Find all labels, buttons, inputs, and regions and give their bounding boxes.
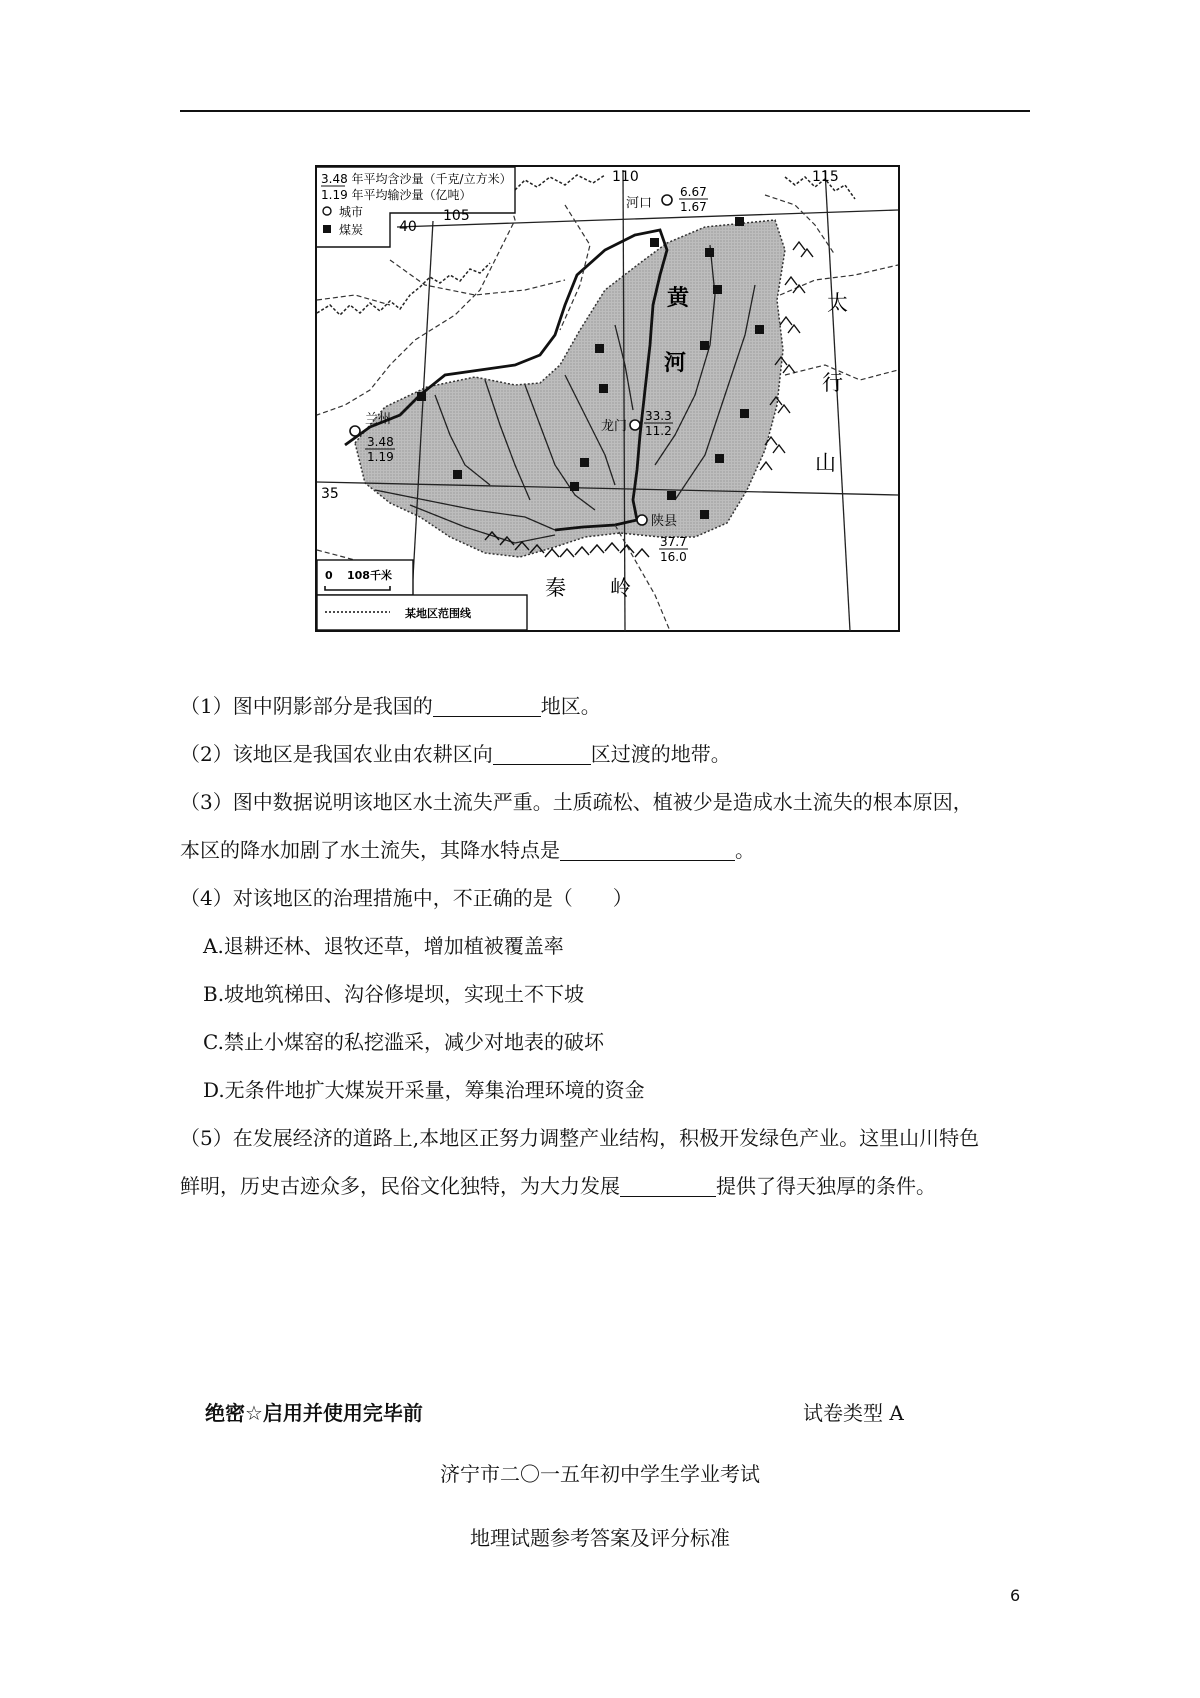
lanzhou-label: 兰州: [365, 412, 392, 427]
coal-marker: [735, 217, 744, 226]
lanzhou-sand-transport: 1.19: [367, 450, 394, 464]
legend-city: 城市: [339, 205, 364, 219]
legend-city-icon: [323, 207, 331, 215]
coal-marker: [580, 458, 589, 467]
qinling-label-1: 秦: [545, 576, 566, 600]
coal-marker: [595, 344, 604, 353]
legend-line2: 1.19 年平均输沙量（亿吨）: [321, 188, 472, 202]
longmen-sand-transport: 11.2: [645, 424, 672, 438]
shanxian-marker: [637, 515, 647, 525]
answer-blank-1[interactable]: [433, 694, 541, 717]
question-5-line2: [180, 1172, 936, 1200]
question-5-tail: 提供了得天独厚的条件。: [716, 1174, 936, 1198]
taihang-label-1: 太: [827, 291, 848, 315]
shanxian-label: 陕县: [651, 514, 678, 529]
question-1-tail: 地区。: [540, 694, 601, 718]
coal-marker: [650, 238, 659, 247]
scale-distance: 108千米: [347, 569, 392, 582]
confidential-mark: 绝密☆启用并使用完毕前: [205, 1401, 423, 1425]
answer-title: 地理试题参考答案及评分标准: [470, 1526, 730, 1550]
option-c[interactable]: C.禁止小煤窑的私挖滥采，减少对地表的破坏: [203, 1030, 604, 1054]
river-label-1: 黄: [667, 286, 690, 311]
longmen-sand-content: 33.3: [645, 409, 672, 423]
taihang-label-3: 山: [815, 451, 836, 475]
lon-110-label: 110: [612, 169, 639, 185]
lanzhou-marker: [350, 426, 360, 436]
coal-marker: [755, 325, 764, 334]
option-a[interactable]: A.退耕还林、退牧还草，增加植被覆盖率: [203, 934, 564, 958]
coal-marker: [417, 392, 426, 401]
exam-title: 济宁市二〇一五年初中学生学业考试: [440, 1462, 760, 1486]
header-rule: [180, 110, 1030, 112]
paper-type: 试卷类型 A: [803, 1401, 904, 1425]
question-5-line1: （5）在发展经济的道路上,本地区正努力调整产业结构，积极开发绿色产业。这里山川特色: [180, 1126, 980, 1150]
lat-35-label: 35: [321, 486, 339, 502]
boundary-legend-label: 某地区范围线: [405, 607, 471, 620]
lon-105-label: 105: [443, 208, 470, 224]
lon-115-label: 115: [812, 169, 839, 185]
hekou-marker: [662, 195, 672, 205]
coal-marker: [715, 454, 724, 463]
legend-coal: 煤炭: [339, 223, 364, 237]
question-1-text: （1）图中阴影部分是我国的: [180, 694, 433, 718]
coal-marker: [599, 384, 608, 393]
qinling-label-2: 岭: [610, 576, 631, 600]
option-d[interactable]: D.无条件地扩大煤炭开采量，筹集治理环境的资金: [203, 1078, 645, 1102]
coal-marker: [700, 341, 709, 350]
answer-blank-2[interactable]: [493, 742, 591, 765]
question-3-line2: [180, 836, 755, 864]
question-3-line1: （3）图中数据说明该地区水土流失严重。土质疏松、植被少是造成水土流失的根本原因，: [180, 790, 973, 814]
longmen-label: 龙门: [600, 419, 627, 434]
lat-40-label: 40: [399, 219, 417, 235]
legend-line1: 3.48 年平均含沙量（千克/立方米）: [321, 172, 512, 186]
river-label-2: 河: [664, 351, 687, 376]
shanxian-sand-content: 37.7: [660, 535, 687, 549]
coal-marker: [453, 470, 462, 479]
question-5-text: 鲜明，历史古迹众多，民俗文化独特，为大力发展: [180, 1174, 620, 1198]
longmen-marker: [630, 420, 640, 430]
question-3-text: 本区的降水加剧了水土流失，其降水特点是: [180, 838, 560, 862]
option-b[interactable]: B.坡地筑梯田、沟谷修堤坝，实现土不下坡: [203, 982, 585, 1006]
hekou-label: 河口: [625, 196, 652, 211]
question-1: [180, 692, 601, 720]
hekou-sand-transport: 1.67: [680, 200, 707, 214]
question-2-tail: 区过渡的地带。: [590, 742, 731, 766]
question-2-text: （2）该地区是我国农业由农耕区向: [180, 742, 493, 766]
coal-marker: [700, 510, 709, 519]
taihang-label-2: 行: [822, 371, 843, 395]
question-2: [180, 740, 731, 768]
lanzhou-sand-content: 3.48: [367, 435, 394, 449]
coal-marker: [667, 491, 676, 500]
scale-zero: 0: [325, 569, 333, 582]
answer-blank-3[interactable]: [560, 838, 735, 861]
loess-plateau-map: [315, 165, 900, 632]
answer-blank-5[interactable]: [620, 1174, 716, 1197]
page-number: 6: [1010, 1586, 1021, 1605]
coal-marker: [740, 409, 749, 418]
question-3-tail: 。: [735, 838, 755, 862]
coal-marker: [713, 285, 722, 294]
shanxian-sand-transport: 16.0: [660, 550, 687, 564]
coal-marker: [570, 482, 579, 491]
legend-coal-icon: [323, 225, 331, 233]
question-4: （4）对该地区的治理措施中，不正确的是（ ）: [180, 886, 633, 910]
coal-marker: [705, 248, 714, 257]
hekou-sand-content: 6.67: [680, 185, 707, 199]
